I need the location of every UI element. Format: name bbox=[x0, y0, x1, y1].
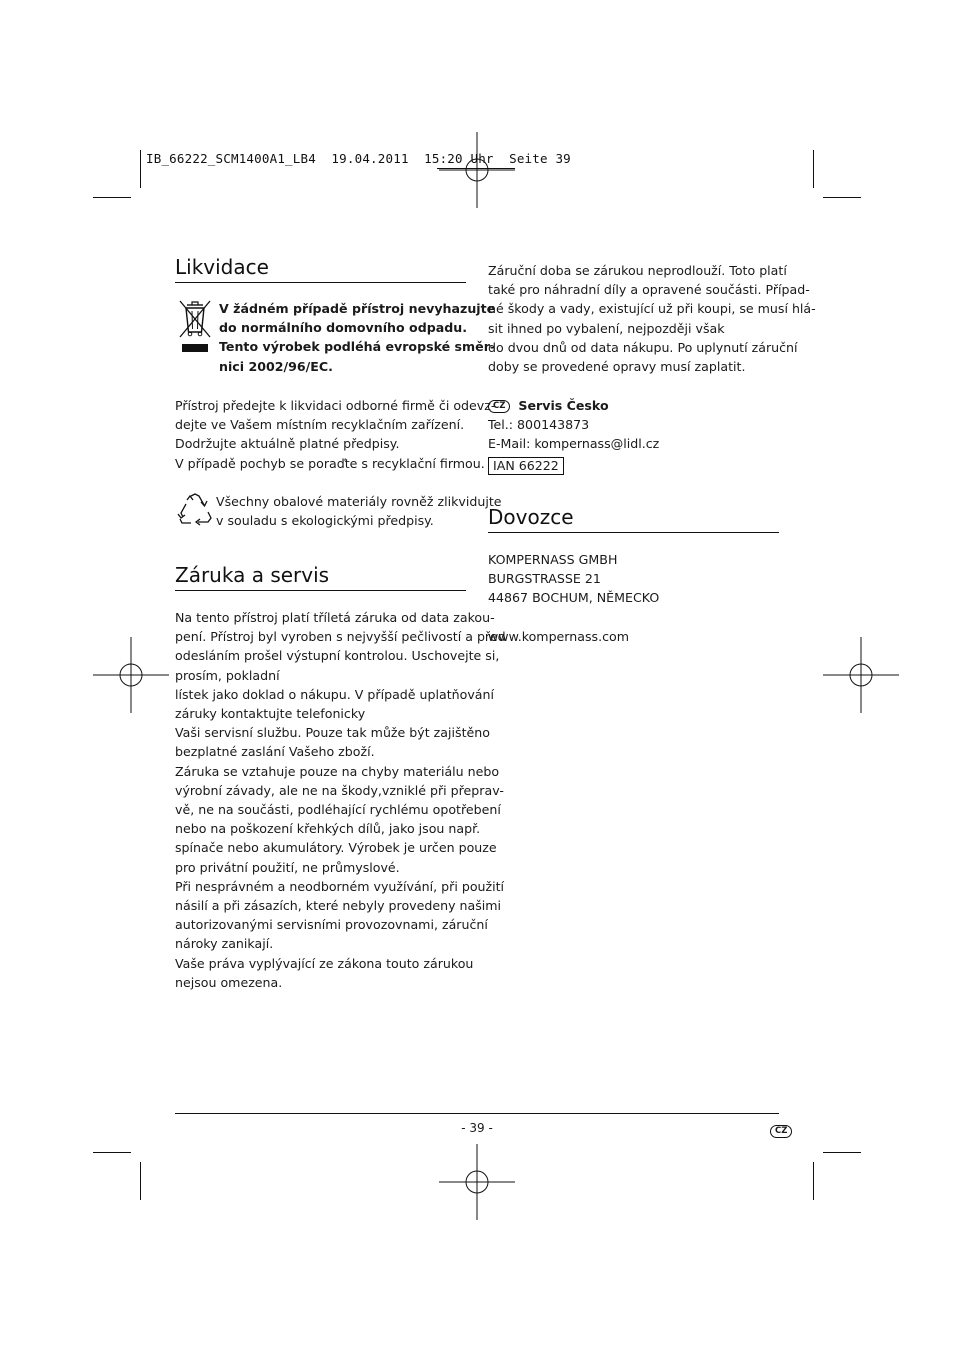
heading-likvidace: Likvidace bbox=[175, 255, 269, 279]
warranty-paragraph: Na tento přístroj platí tříletá záruka od data zakou- pení. Přístroj byl vyroben s nejvyšší pečlivostí a před odesláním prošel výstupní kontrolou. Uschovejte si, prosím, pokladní lístek jako doklad o nákupu. V případě uplatňování záruky kontaktujte telefonicky Vaši servisní službu. Pouze tak může být zajištěno bezplatné zaslání Vašeho zboží. Záruka se vztahuje pouze na chyby materiálu nebo výrobní závady, ale ne na škody,vzniklé při přeprav- vě, ne na součásti, podléhající rychlému opotřebení nebo na poškození křehkých dílů, jako jsou např. spínače nebo akumulátory. Výrobek je určen pouze pro privátní použití, ne průmyslové. Při nesprávném a neodborném využívání, při použití násilí a při zásazích, které nebyly provedeny našimi autorizovanými servisními provozovnami, záruční nároky zanikají. Vaše práva vyplývající ze zákona touto zárukou nejsou omezena. bbox=[175, 610, 506, 990]
disposal-warning: V žádném případě přístroj nevyhazujte do normálního domovního odpadu. Tento výrobek podléhá evropské směr- nici 2002/96/EC. bbox=[219, 301, 496, 374]
crossed-bin-icon bbox=[178, 299, 212, 355]
crop-mark bbox=[813, 150, 814, 188]
page-number: - 39 - bbox=[461, 1121, 493, 1135]
service-phone: Tel.: 800143873 bbox=[488, 417, 590, 433]
print-slug: IB_66222_SCM1400A1_LB4 19.04.2011 15:20 Uhr Seite 39 bbox=[146, 151, 571, 166]
crop-mark bbox=[823, 197, 861, 198]
ian-box: IAN 66222 bbox=[488, 457, 564, 475]
service-email: E-Mail: kompernass@lidl.cz bbox=[488, 436, 660, 452]
recycle-icon bbox=[176, 492, 214, 528]
disposal-paragraph: Přístroj předejte k likvidaci odborné firmě či odevz- dejte ve Vašem místním recyklačním zařízení. Dodržujte aktuálně platné předpisy. V případě pochyb se poraďte s recyklační firmou. bbox=[175, 398, 496, 471]
recycle-note: Všechny obalové materiály rovněž zlikvidujte v souladu s ekologickými předpisy. bbox=[216, 494, 502, 529]
heading-dovozce: Dovozce bbox=[488, 505, 574, 529]
crop-mark bbox=[140, 150, 141, 188]
registration-mark-icon bbox=[93, 637, 169, 713]
crop-mark bbox=[93, 197, 131, 198]
crop-mark bbox=[140, 1162, 141, 1200]
heading-zaruka: Záruka a servis bbox=[175, 563, 330, 587]
warranty-continued: Záruční doba se zárukou neprodlouží. Toto platí také pro náhradní díly a opravené součásti. Případ- né škody a vady, existující už při koupi, se musí hlá- sit ihned po vybalení, nejpozději však do dvou dnů od data nákupu. Po uplynutí záruční doby se provedené opravy musí zaplatit. bbox=[488, 263, 816, 375]
importer-address: KOMPERNASS GMBH BURGSTRASSE 21 44867 BOCHUM, NĚMECKO bbox=[488, 552, 660, 606]
crop-mark bbox=[813, 1162, 814, 1200]
importer-website: www.kompernass.com bbox=[488, 629, 629, 644]
country-badge: CZ bbox=[488, 400, 510, 413]
crop-mark bbox=[823, 1152, 861, 1153]
footer-country-badge: CZ bbox=[770, 1125, 792, 1138]
registration-mark-icon bbox=[439, 132, 515, 208]
registration-mark-icon bbox=[439, 1144, 515, 1220]
service-title: Servis Česko bbox=[518, 398, 609, 413]
service-block bbox=[488, 396, 659, 454]
footer-rule bbox=[175, 1113, 779, 1114]
heading-rule bbox=[175, 282, 466, 283]
registration-mark-icon bbox=[823, 637, 899, 713]
heading-rule bbox=[488, 532, 779, 533]
heading-rule bbox=[175, 590, 466, 591]
crop-mark bbox=[93, 1152, 131, 1153]
